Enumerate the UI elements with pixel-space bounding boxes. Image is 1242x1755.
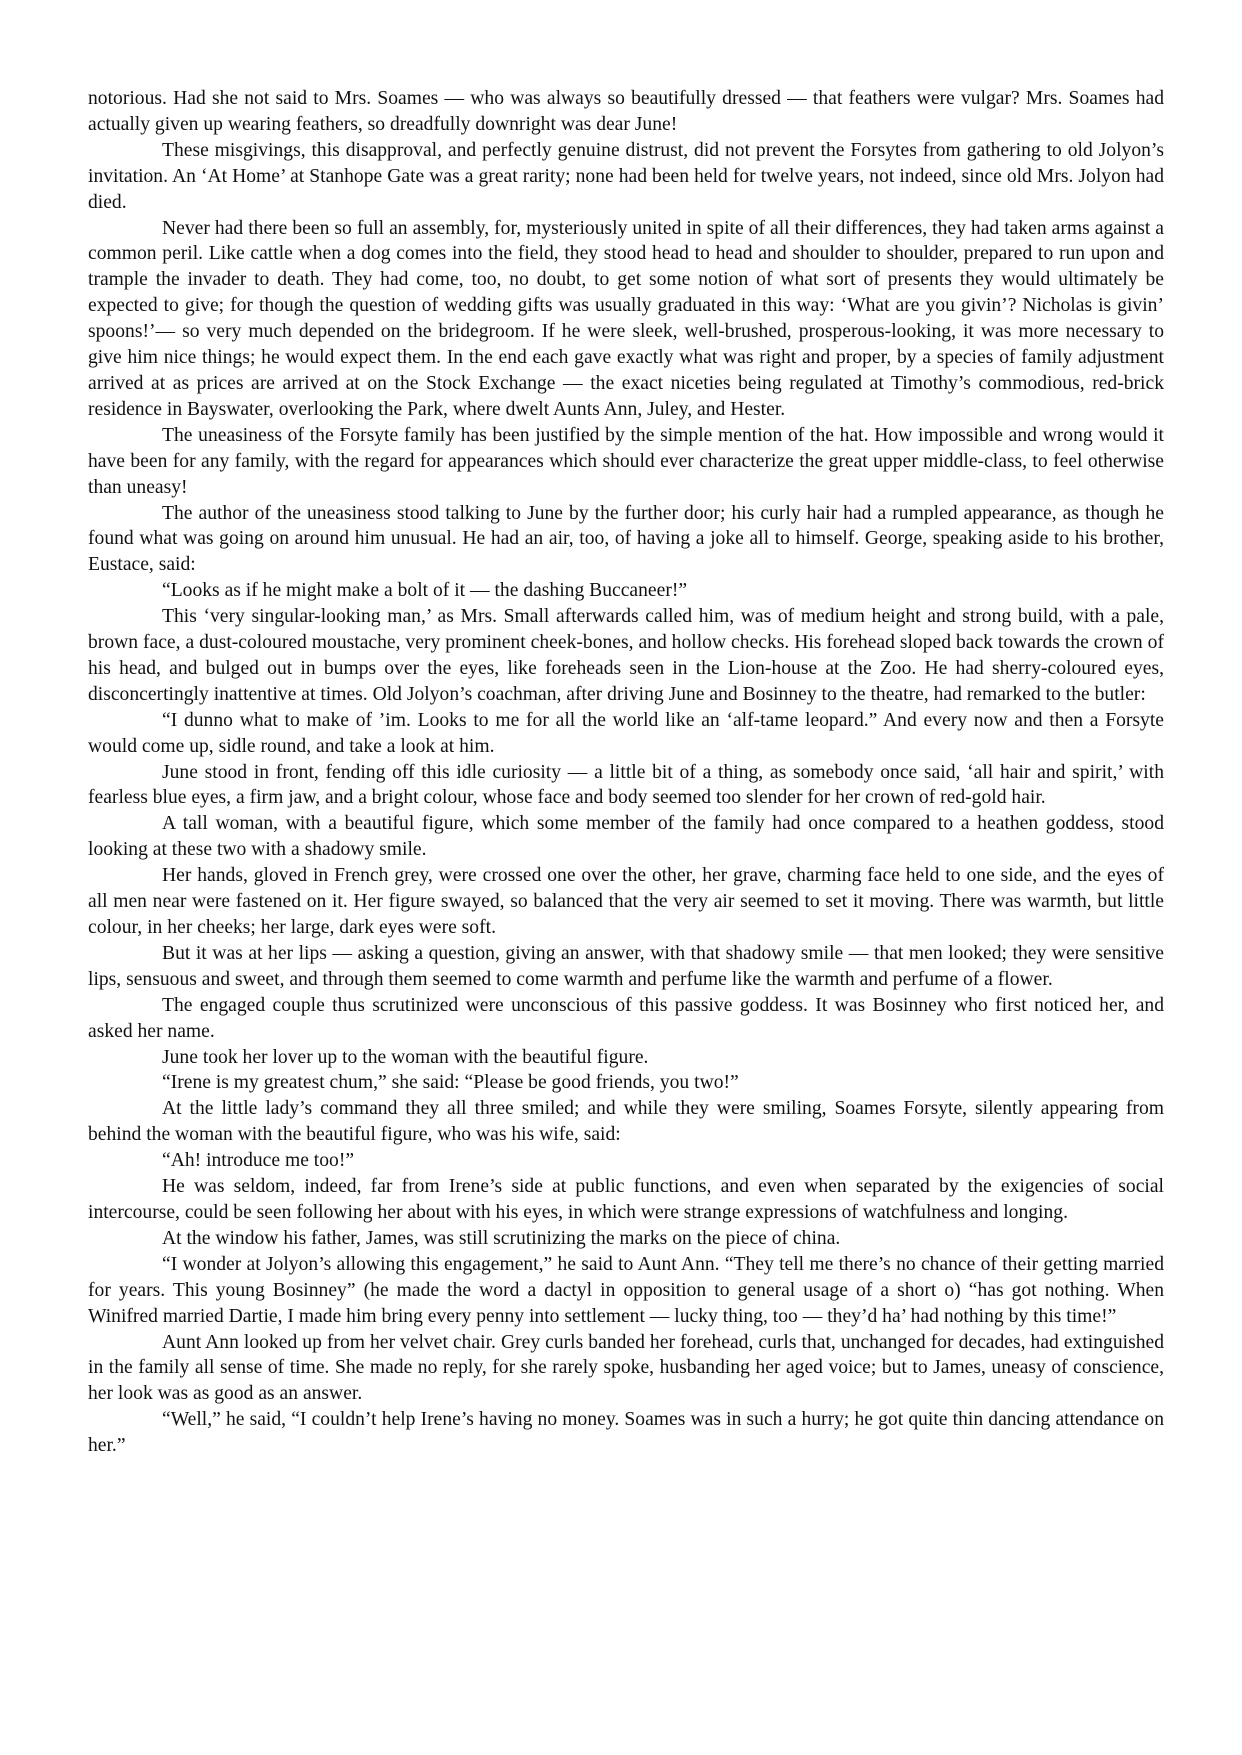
paragraph-17: “Ah! introduce me too!” — [162, 1150, 355, 1172]
paragraph-18: He was seldom, indeed, far from Irene’s side at public functions, and even when separated by the exigencies of social intercourse, could be seen following her about with his eyes, in which were strange expressions of watchfulness and longing. — [88, 1176, 1164, 1223]
paragraph-22: “Well,” he said, “I couldn’t help Irene’s having no money. Soames was in such a hurry; he got quite thin dancing attendance on her.” — [88, 1409, 1164, 1457]
paragraph-19: At the window his father, James, was still scrutinizing the marks on the piece of china. — [162, 1227, 841, 1249]
paragraph-3: Never had there been so full an assembly, for, mysteriously united in spite of all their differences, they had taken arms against a common peril. Like cattle when a dog comes into the field, they stood head to head and shoulder to shoulder, prepared to run upon and trample the invader to death. They had come, too, no doubt, to get some notion of what sort of presents they would ultimately be expected to give; for though the question of wedding gifts was usually graduated in this way: ‘What are you givin’? Nicholas is givin’ spoons!’— so very much depended on the bridegroom. If he were sleek, well-brushed, prosperous-looking, it was more necessary to give him nice things; he would expect them. In the end each gave exactly what was right and proper, by a species of family adjustment arrived at as prices are arrived at on the Stock Exchange — the exact niceties being regulated at Timothy’s commodious, red-brick residence in Bayswater, overlooking the Park, where dwelt Aunts Ann, Juley, and Hester. — [88, 217, 1164, 420]
paragraph-9: June stood in front, fending off this idle curiosity — a little bit of a thing, as somebody once said, ‘all hair and spirit,’ with fearless blue eyes, a firm jaw, and a bright colour, whose face and body seemed too slender for her crown of red-gold hair. — [88, 761, 1164, 809]
paragraph-2: These misgivings, this disapproval, and perfectly genuine distrust, did not prevent the Forsytes from gathering to old Jolyon’s invitation. An ‘At Home’ at Stanhope Gate was a great rarity; none had been held for twelve years, not indeed, since old Mrs. Jolyon had died. — [88, 139, 1164, 213]
paragraph-1: notorious. Had she not said to Mrs. Soames — who was always so beautifully dressed — that feathers were vulgar? Mrs. Soames had actually given up wearing feathers, so dreadfully downright was dear June! — [88, 88, 1164, 135]
paragraph-8: “I dunno what to make of ’im. Looks to me for all the world like an ‘alf-tame leopard.” And every now and then a Forsyte would come up, sidle round, and take a look at him. — [88, 709, 1164, 757]
paragraph-4: The uneasiness of the Forsyte family has been justified by the simple mention of the hat. How impossible and wrong would it have been for any family, with the regard for appearances which should ever characterize the great upper middle-class, to feel otherwise than uneasy! — [88, 424, 1164, 498]
paragraph-12: But it was at her lips — asking a question, giving an answer, with that shadowy smile — that men looked; they were sensitive lips, sensuous and sweet, and through them seemed to come warmth and perfume like the warmth and perfume of a flower. — [88, 942, 1164, 990]
paragraph-10: A tall woman, with a beautiful figure, which some member of the family had once compared to a heathen goddess, stood looking at these two with a shadowy smile. — [88, 813, 1164, 861]
paragraph-13: The engaged couple thus scrutinized were unconscious of this passive goddess. It was Bosinney who first noticed her, and asked her name. — [88, 994, 1164, 1042]
paragraph-5: The author of the uneasiness stood talking to June by the further door; his curly hair had a rumpled appearance, as though he found what was going on around him unusual. He had an air, too, of having a joke all to himself. George, speaking aside to his brother, Eustace, said: — [88, 502, 1164, 576]
paragraph-6: “Looks as if he might make a bolt of it — the dashing Buccaneer!” — [162, 580, 688, 602]
paragraph-14: June took her lover up to the woman with the beautiful figure. — [162, 1046, 649, 1068]
paragraph-11: Her hands, gloved in French grey, were crossed one over the other, her grave, charming face held to one side, and the eyes of all men near were fastened on it. Her figure swayed, so balanced that the very air seemed to set it moving. There was warmth, but little colour, in her cheeks; her large, dark eyes were soft. — [88, 865, 1164, 938]
paragraph-7: This ‘very singular-looking man,’ as Mrs. Small afterwards called him, was of medium height and strong build, with a pale, brown face, a dust-coloured moustache, very prominent cheek-bones, and hollow checks. His forehead sloped back towards the crown of his head, and bulged out in bumps over the eyes, like foreheads seen in the Lion-house at the Zoo. He had sherry-coloured eyes, disconcertingly inattentive at times. Old Jolyon’s coachman, after driving June and Bosinney to the theatre, had remarked to the butler: — [88, 606, 1164, 705]
paragraph-16: At the little lady’s command they all three smiled; and while they were smiling, Soames Forsyte, silently appearing from behind the woman with the beautiful figure, who was his wife, said: — [88, 1098, 1164, 1146]
paragraph-15: “Irene is my greatest chum,” she said: “Please be good friends, you two!” — [162, 1072, 739, 1094]
paragraph-21: Aunt Ann looked up from her velvet chair. Grey curls banded her forehead, curls that, unchanged for decades, had extinguished in the family all sense of time. She made no reply, for she rarely spoke, husbanding her aged voice; but to James, uneasy of conscience, her look was as good as an answer. — [88, 1331, 1164, 1405]
paragraph-20: “I wonder at Jolyon’s allowing this engagement,” he said to Aunt Ann. “They tell me there’s no chance of their getting married for years. This young Bosinney” (he made the word a dactyl in opposition to general usage of a short o) “has got nothing. When Winifred married Dartie, I made him bring every penny into settlement — lucky thing, too — they’d ha’ had nothing by this time!” — [88, 1253, 1164, 1327]
